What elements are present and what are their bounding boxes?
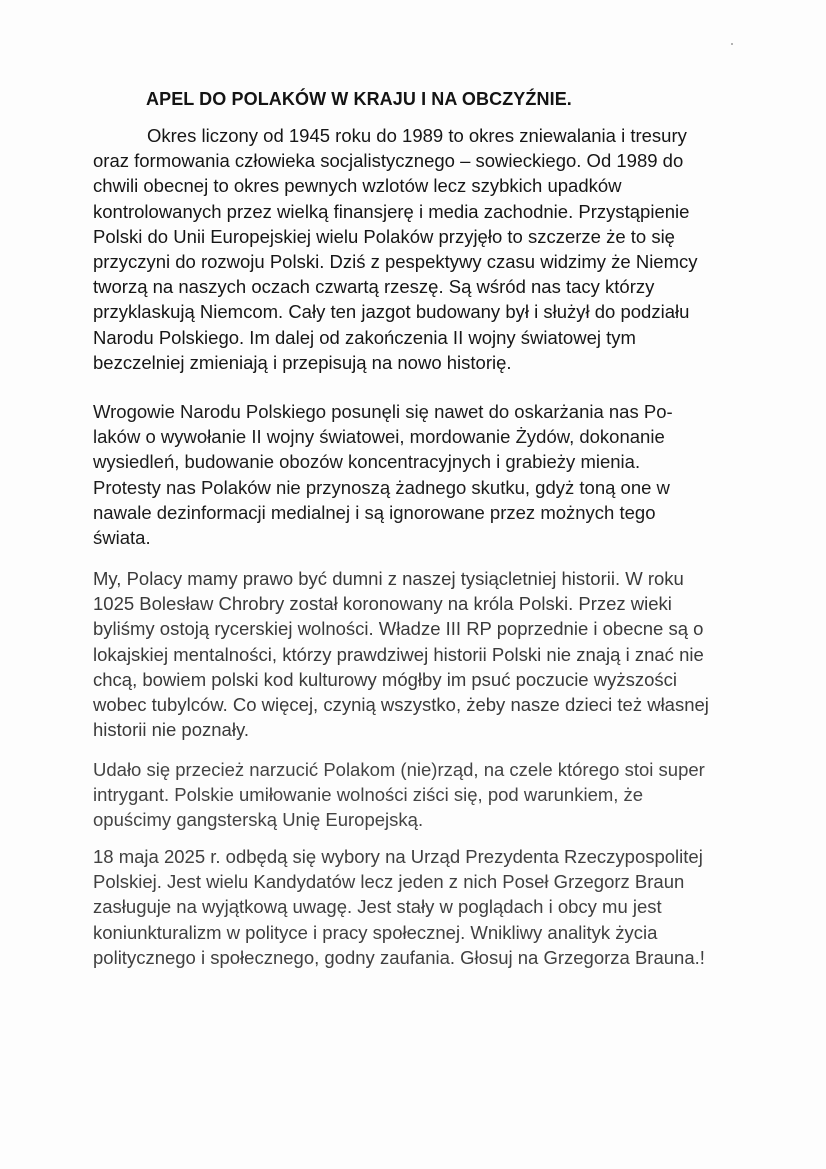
paragraph-election <box>93 844 753 970</box>
paragraph-line: Narodu Polskiego. Im dalej od zakończenia II wojny światowej tym <box>93 326 636 348</box>
paragraph-line: chwili obecnej to okres pewnych wzlotów lecz szybkich upadków <box>93 175 622 197</box>
paragraph-line: historii nie poznały. <box>93 719 249 741</box>
paragraph-line: wobec tubylców. Co więcej, czynią wszystko, żeby nasze dzieci też własnej <box>93 694 709 716</box>
paragraph-line: Okres liczony od 1945 roku do 1989 to okres zniewalania i tresury <box>147 125 687 146</box>
paragraph-line: politycznego i społecznego, godny zaufania. Głosuj na Grzegorza Brauna.! <box>93 946 705 968</box>
paragraph-line: Wrogowie Narodu Polskiego posunęli się nawet do oskarżania nas Po- <box>93 401 673 422</box>
paragraph-line: bezczelniej zmieniają i przepisują na nowo historię. <box>93 351 512 373</box>
paragraph-line: 18 maja 2025 r. odbędą się wybory na Urząd Prezydenta Rzeczypospolitej <box>93 846 703 867</box>
paragraph-line: kontrolowanych przez wielką finansjerę i media zachodnie. Przystąpienie <box>93 200 690 222</box>
paragraph-line: laków o wywołanie II wojny światowei, mordowanie Żydów, dokonanie <box>93 426 665 448</box>
paragraph-line: Protesty nas Polaków nie przynoszą żadnego skutku, gdyż toną one w <box>93 476 670 498</box>
paragraph-line: oraz formowania człowieka socjalistycznego – sowieckiego. Od 1989 do <box>93 150 684 172</box>
paragraph-line: byliśmy ostoją rycerskiej wolności. Władze III RP poprzednie i obecne są o <box>93 618 704 640</box>
paragraph-line: przyczyni do rozwoju Polski. Dziś z pespektywy czasu widzimy że Niemcy <box>93 251 698 273</box>
paragraph-line: nawale dezinformacji medialnej i są ignorowane przez możnych tego <box>93 501 656 523</box>
paragraph-line: lokajskiej mentalności, którzy prawdziwej historii Polski nie znają i znać nie <box>93 643 704 665</box>
scan-speck <box>731 43 733 45</box>
paragraph-line: zasługuje na wyjątkową uwagę. Jest stały w poglądach i obcy mu jest <box>93 896 662 918</box>
paragraph-line: chcą, bowiem polski kod kulturowy mógłby im psuć poczucie wyższości <box>93 668 677 690</box>
paragraph-line: tworzą na naszych oczach czwartą rzeszę. Są wśród nas tacy którzy <box>93 276 655 298</box>
paragraph-line: 1025 Bolesław Chrobry został koronowany na króla Polski. Przez wieki <box>93 593 672 615</box>
paragraph-line: Udało się przecież narzucić Polakom (nie)rząd, na czele którego stoi super <box>93 759 705 780</box>
paragraph-line: opuścimy gangsterską Unię Europejską. <box>93 809 424 831</box>
paragraph-line: My, Polacy mamy prawo być dumni z naszej tysiącletniej historii. W roku <box>93 568 684 589</box>
paragraph-heritage <box>93 566 753 742</box>
document-title: APEL DO POLAKÓW W KRAJU I NA OBCZYŹNIE. <box>146 89 572 109</box>
paragraph-line: koniunkturalizm w polityce i pracy społecznej. Wnikliwy analityk życia <box>93 921 658 943</box>
paragraph-line: Polskiej. Jest wielu Kandydatów lecz jeden z nich Poseł Grzegorz Braun <box>93 871 685 893</box>
paragraph-accusations <box>93 399 753 550</box>
paragraph-government <box>93 757 753 833</box>
paragraph-line: intrygant. Polskie umiłowanie wolności ziści się, pod warunkiem, że <box>93 784 644 806</box>
paragraph-history <box>93 123 753 375</box>
paragraph-line: Polski do Unii Europejskiej wielu Polaków przyjęło to szczerze że to się <box>93 225 675 247</box>
paragraph-line: przyklaskują Niemcom. Cały ten jazgot budowany był i służył do podziału <box>93 301 690 323</box>
paragraph-line: wysiedleń, budowanie obozów koncentracyjnych i grabieży mienia. <box>93 451 641 473</box>
paragraph-line: świata. <box>93 527 151 549</box>
